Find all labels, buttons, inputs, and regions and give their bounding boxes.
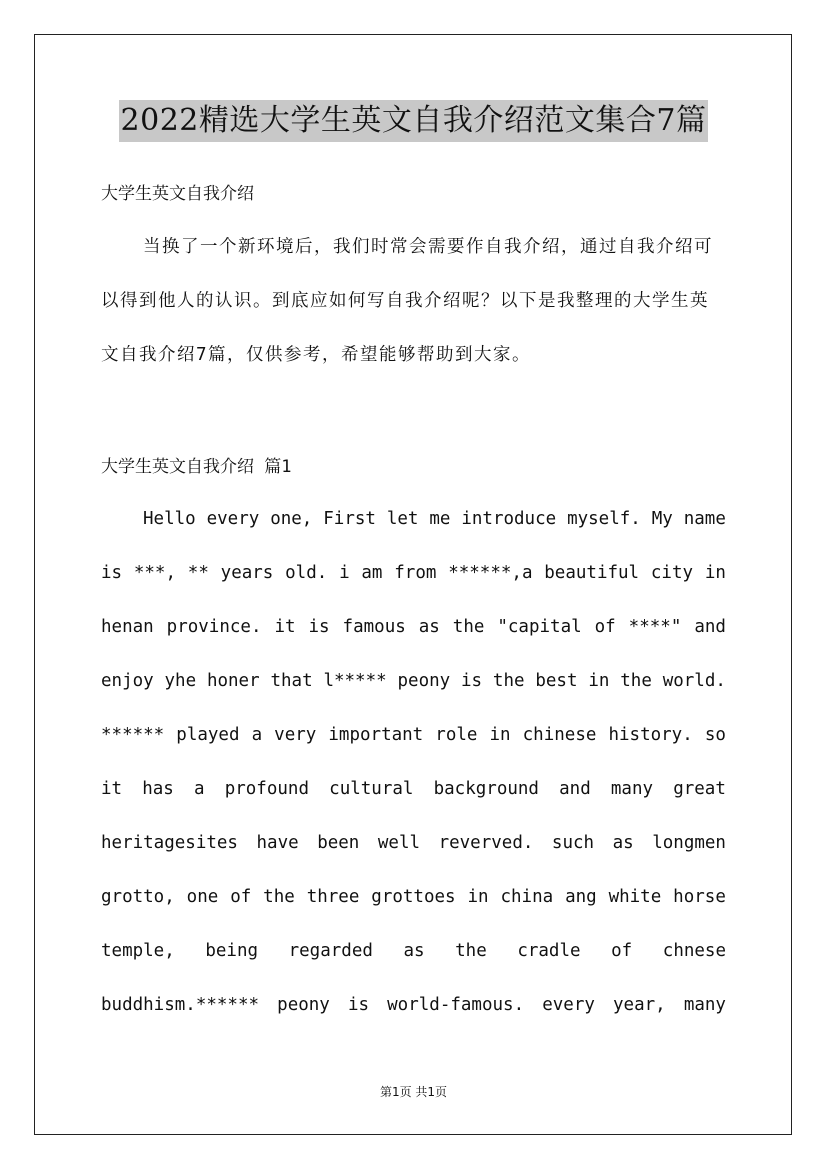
body-word: been bbox=[317, 833, 360, 853]
body-word: city bbox=[650, 563, 694, 583]
intro-paragraph: 当换了一个新环境后，我们时常会需要作自我介绍，通过自我介绍可以得到他人的认识。到底应如何写自我介绍呢？以下是我整理的大学生英文自我介绍7篇，仅供参考，希望能够帮助到大家。 bbox=[101, 237, 713, 365]
body-word: played bbox=[176, 725, 240, 745]
body-word: yhe bbox=[164, 671, 197, 691]
body-word: l***** bbox=[323, 671, 387, 691]
body-word: me bbox=[429, 509, 451, 529]
body-word: ****** bbox=[101, 725, 165, 745]
body-word: one, bbox=[270, 509, 313, 529]
body-word: white bbox=[608, 887, 662, 907]
body-word: in bbox=[704, 563, 726, 583]
body-word: chinese bbox=[522, 725, 597, 745]
body-word: one bbox=[186, 887, 219, 907]
body-word: it bbox=[101, 779, 123, 799]
body-word: year, bbox=[613, 995, 666, 1015]
body-word: introduce bbox=[461, 509, 557, 529]
body-word: as bbox=[418, 617, 440, 637]
body-word: peony bbox=[277, 995, 330, 1015]
body-line bbox=[101, 829, 726, 883]
body-word: ****" bbox=[628, 617, 682, 637]
body-line bbox=[101, 883, 726, 937]
body-word: many bbox=[610, 779, 654, 799]
body-word: the bbox=[452, 617, 485, 637]
body-line bbox=[101, 775, 726, 829]
body-word: the bbox=[455, 941, 487, 961]
body-word: profound bbox=[224, 779, 309, 799]
body-word: in bbox=[489, 725, 511, 745]
body-word: being bbox=[205, 941, 259, 961]
body-word: three bbox=[306, 887, 360, 907]
body-word: chnese bbox=[662, 941, 726, 961]
body-word: My bbox=[651, 509, 673, 529]
english-body bbox=[101, 505, 726, 1045]
body-word: henan bbox=[101, 617, 154, 637]
body-word: ** bbox=[187, 563, 209, 583]
body-word: years bbox=[220, 563, 274, 583]
body-line bbox=[101, 559, 726, 613]
body-word: temple, bbox=[101, 941, 175, 961]
body-word: "capital bbox=[497, 617, 582, 637]
document-title: 2022精选大学生英文自我介绍范文集合7篇 bbox=[119, 100, 709, 142]
body-word: honer bbox=[206, 671, 260, 691]
body-word: of bbox=[594, 617, 616, 637]
body-word: peony bbox=[397, 671, 451, 691]
body-word: have bbox=[256, 833, 299, 853]
body-word: is bbox=[308, 617, 330, 637]
body-line bbox=[101, 721, 726, 775]
body-word: the bbox=[492, 671, 525, 691]
body-word: in bbox=[588, 671, 610, 691]
body-word: let bbox=[386, 509, 419, 529]
body-word: reverved. bbox=[438, 833, 534, 853]
body-word: famous bbox=[342, 617, 406, 637]
body-word: of bbox=[611, 941, 633, 961]
body-word: important bbox=[328, 725, 424, 745]
body-word: history. bbox=[608, 725, 693, 745]
body-word: world-famous. bbox=[387, 995, 525, 1015]
body-word: is bbox=[347, 995, 370, 1015]
body-word: china bbox=[500, 887, 554, 907]
body-word: of bbox=[230, 887, 252, 907]
body-word: enjoy bbox=[101, 671, 154, 691]
body-word: great bbox=[673, 779, 726, 799]
body-word: cultural bbox=[329, 779, 414, 799]
body-word: every bbox=[542, 995, 595, 1015]
body-word: ******,a bbox=[448, 563, 533, 583]
body-word: and bbox=[559, 779, 591, 799]
body-line bbox=[101, 505, 726, 559]
body-word: the bbox=[620, 671, 652, 691]
body-word: heritagesites bbox=[101, 833, 238, 853]
body-word: from bbox=[394, 563, 437, 583]
body-word: First bbox=[323, 509, 376, 529]
body-word: background bbox=[433, 779, 539, 799]
body-word: and bbox=[694, 617, 726, 637]
body-word: a bbox=[194, 779, 205, 799]
body-word: Hello bbox=[143, 509, 196, 529]
body-word: am bbox=[361, 563, 383, 583]
body-word: so bbox=[704, 725, 726, 745]
body-word: ***, bbox=[133, 563, 177, 583]
page-footer: 第1页 共1页 bbox=[379, 1085, 448, 1099]
body-word: grottoes bbox=[371, 887, 456, 907]
body-word: world. bbox=[662, 671, 726, 691]
body-word: i bbox=[339, 563, 350, 583]
body-word: as bbox=[403, 941, 425, 961]
body-word: it bbox=[274, 617, 296, 637]
body-word: the bbox=[263, 887, 295, 907]
body-word: many bbox=[683, 995, 726, 1015]
body-word: is bbox=[461, 671, 483, 691]
section-heading: 大学生英文自我介绍 bbox=[101, 184, 254, 204]
body-line bbox=[101, 937, 726, 991]
body-word: buddhism.****** bbox=[101, 995, 260, 1015]
article-heading: 大学生英文自我介绍 篇1 bbox=[101, 457, 292, 477]
body-word: well bbox=[377, 833, 421, 853]
body-word: every bbox=[206, 509, 260, 529]
body-word: myself. bbox=[567, 509, 641, 529]
body-word: is bbox=[101, 563, 123, 583]
title-container bbox=[0, 100, 827, 142]
body-line bbox=[101, 667, 726, 721]
body-word: very bbox=[274, 725, 317, 745]
body-word: cradle bbox=[517, 941, 581, 961]
body-word: beautiful bbox=[544, 563, 640, 583]
body-word: regarded bbox=[288, 941, 373, 961]
body-line bbox=[101, 991, 726, 1045]
body-word: horse bbox=[673, 887, 726, 907]
body-word: longmen bbox=[652, 833, 726, 853]
body-word: grotto, bbox=[101, 887, 175, 907]
body-word: as bbox=[612, 833, 634, 853]
body-line bbox=[101, 613, 726, 667]
body-word: role bbox=[435, 725, 478, 745]
body-word: such bbox=[551, 833, 595, 853]
body-word: a bbox=[251, 725, 263, 745]
body-word: that bbox=[270, 671, 313, 691]
body-word: best bbox=[535, 671, 578, 691]
body-word: ang bbox=[565, 887, 597, 907]
body-word: old. bbox=[285, 563, 328, 583]
body-word: name bbox=[683, 509, 726, 529]
body-word: province. bbox=[166, 617, 262, 637]
body-word: in bbox=[467, 887, 489, 907]
body-word: has bbox=[142, 779, 174, 799]
